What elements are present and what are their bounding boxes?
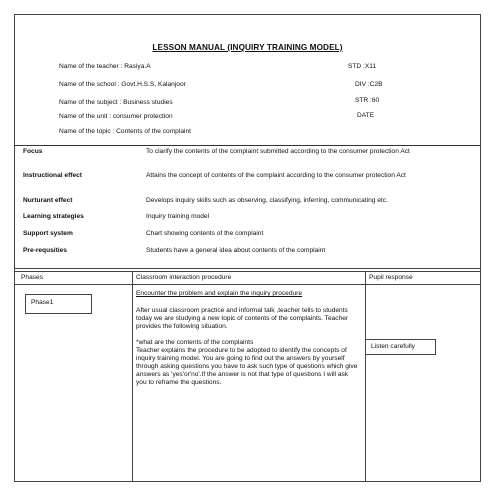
procedure-paragraph: After usual classroom practice and informal talk ,teacher tells to students today we are studying a new topic of contents of the complaints. Teacher provides the following situation. — [136, 307, 349, 331]
column-divider — [365, 272, 366, 481]
phase-box — [25, 294, 92, 314]
pupil-response-box — [365, 339, 436, 355]
div-line: DIV :C2B — [355, 81, 383, 88]
plan-label: Pre-requsities — [23, 247, 67, 254]
school-line: Name of the school : Govt.H.S.S, Kalanjoor — [59, 81, 186, 88]
plan-value: Chart showing contents of the complaint — [146, 230, 264, 237]
date-line: DATE — [357, 112, 375, 119]
plan-value: Students have a general idea about contents of the complaint — [146, 247, 326, 254]
pupil-response-text: Listen carefully — [371, 343, 415, 350]
column-divider — [132, 272, 133, 481]
page-title: LESSON MANUAL (INQUIRY TRAINING MODEL) — [152, 43, 343, 52]
procedure-heading: Encounter the problem and explain the inquiry procedure — [136, 290, 303, 297]
plan-value: To clarify the contents of the complaint submitted according to the consumer protection Act — [146, 148, 410, 155]
phase-label: Phase1 — [31, 299, 54, 306]
plan-table — [14, 145, 481, 269]
plan-label: Learning strategies — [23, 213, 84, 220]
procedure-question: *what are the contents of the complaints — [136, 339, 254, 346]
plan-value: Attains the concept of contents of the complaint according to the consumer protection Act — [146, 172, 406, 179]
str-line: STR :60 — [355, 97, 380, 104]
procedure-explanation: Teacher explains the procedure to be adopted to identify the concepts of inquiry training model. You are going to find out the answers by yourself through asking questions you have to ask such type of questions which give answers as 'yes'or'no'.If the answer is not that type of questions I will ask you to reframe the questions. — [136, 347, 358, 387]
unit-line: Name of the unit : consumer protection — [59, 113, 173, 120]
column-header-procedure: Classroom interaction procedure — [136, 274, 232, 281]
teacher-line: Name of the teacher : Rasiya.A — [59, 63, 151, 70]
plan-value: Develops inquiry skills such as observing, classifying, inferring, communicating etc. — [146, 197, 388, 204]
column-header-response: Pupil response — [369, 274, 413, 281]
topic-line: Name of the topic : Contents of the complaint — [59, 128, 191, 135]
plan-label: Instructional effect — [23, 172, 82, 179]
plan-value: Inquiry training model — [146, 213, 210, 220]
table-header-divider — [15, 284, 480, 285]
std-line: STD :X11 — [348, 63, 377, 70]
subject-line: Name of the subject : Business studies — [59, 99, 173, 106]
plan-label: Nurturant effect — [23, 197, 73, 204]
procedure-table — [14, 271, 481, 482]
plan-label: Support system — [23, 230, 73, 237]
plan-label: Focus — [23, 148, 43, 155]
column-header-phases: Phases — [21, 274, 43, 281]
